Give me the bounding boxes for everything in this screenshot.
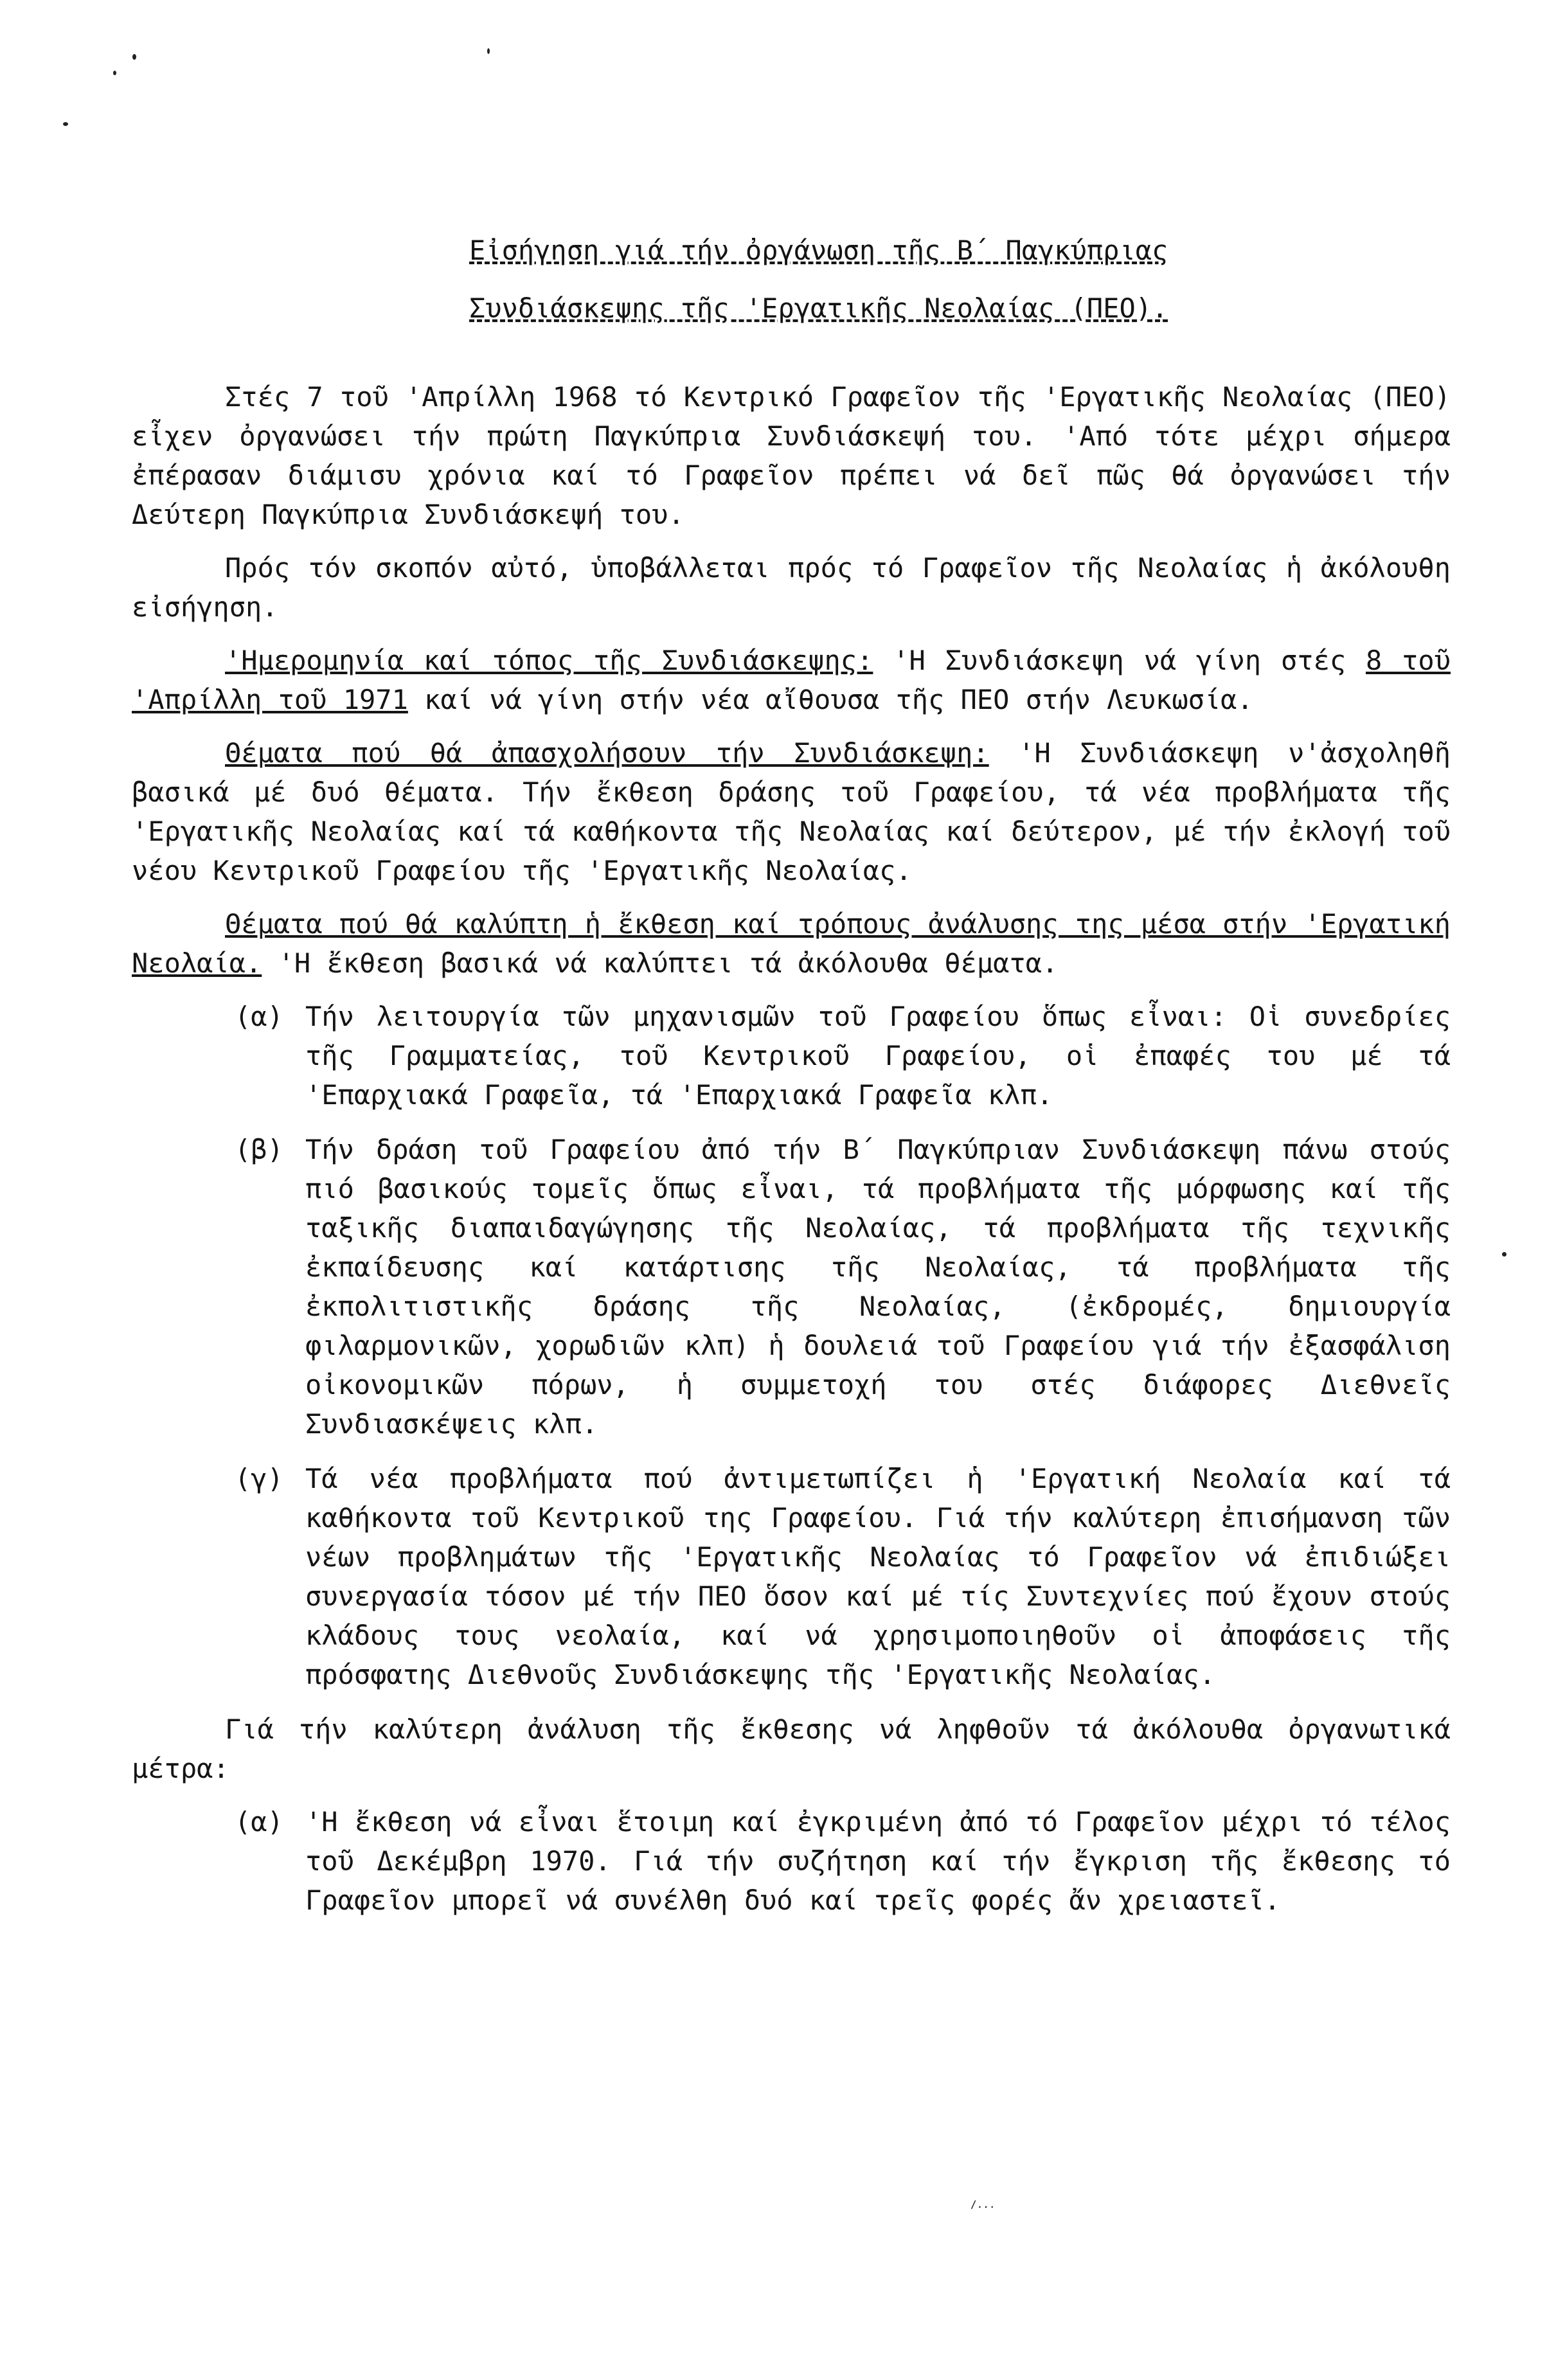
list-item-marker: (α) [235,1001,283,1032]
list-item [132,1459,1451,1694]
topics-paragraph [132,733,1451,890]
organizational-measures-list [132,1802,1451,1920]
title-line-1: Εἰσήγηση γιά τήν ὀργάνωση τῆς Β΄ Παγκύπριας [469,235,1168,266]
list-item-text: Τήν δράση τοῦ Γραφείου ἀπό τήν Β΄ Παγκύπριαν Συνδιάσκεψη πάνω στούς πιό βασικούς τομεῖς ὅπως εἶναι, τά προβλήματα τῆς μόρφωσης καί τῆς ταξικῆς διαπαιδαγώγησης τῆς Νεολαίας, τά προβλήματα τῆς τεχνικῆς ἐκπαίδευσης καί κατάρτισης τῆς Νεολαίας, τά προβλήματα τῆς ἐκπολιτιστικῆς δράσης τῆς Νεολαίας, (ἐκδρομές, δημιουργία φιλαρμονικῶν, χορωδιῶν κλπ) ἡ δουλειά τοῦ Γραφείου γιά τήν ἐξασφάλιση οἰκονομικῶν πόρων, ἡ συμμετοχή του στές διάφορες Διεθνεῖς Συνδιασκέψεις κλπ. [305,1134,1451,1440]
list-item-marker: (γ) [235,1463,283,1494]
intro-paragraph: Στές 7 τοῦ 'Απρίλλη 1968 τό Κεντρικό Γραφεῖον τῆς 'Εργατικῆς Νεολαίας (ΠΕΟ) εἶχεν ὀργανώσει τήν πρώτη Παγκύπρια Συνδιάσκεψή του. 'Από τότε μέχρι σήμερα ἐπέρασαν διάμισυ χρόνια καί τό Γραφεῖον πρέπει νά δεῖ πῶς θά ὀργανώσει τήν Δεύτερη Παγκύπρια Συνδιάσκεψή του. [132,381,1451,530]
date-place-paragraph [132,641,1451,719]
scan-speck [487,48,490,54]
conference-date: 8 τοῦ 'Απρίλλη τοῦ 1971 [132,645,1451,715]
date-place-text-a: 'Η Συνδιάσκεψη νά γίνη στές [873,645,1366,676]
list-item-marker: (α) [235,1806,283,1838]
scan-speck [63,122,68,126]
report-coverage-paragraph [132,904,1451,983]
title-line-2: Συνδιάσκεψης τῆς 'Εργατικῆς Νεολαίας (ΠΕΟ). [469,292,1168,324]
page-continuation-mark: /... [970,2198,996,2210]
list-item-text: Τά νέα προβλήματα πού ἀντιμετωπίζει ἡ 'Εργατική Νεολαία καί τά καθήκοντα τοῦ Κεντρικοῦ της Γραφείου. Γιά τήν καλύτερη ἐπισήμανση τῶν νέων προβλημάτων τῆς 'Εργατικῆς Νεολαίας τό Γραφεῖον νά ἐπιδιώξει συνεργασία τόσον μέ τήν ΠΕΟ ὅσον καί μέ τίς Συντεχνίες πού ἔχουν στούς κλάδους τους νεολαία, καί νά χρησιμοποιηθοῦν οἱ ἀποφάσεις τῆς πρόσφατης Διεθνοῦς Συνδιάσκεψης τῆς 'Εργατικῆς Νεολαίας. [305,1463,1451,1690]
scan-speck [1502,1252,1507,1257]
list-item-marker: (β) [235,1134,283,1165]
date-place-text-b: καί νά γίνη στήν νέα αἴθουσα τῆς ΠΕΟ στήν Λευκωσία. [407,684,1253,715]
purpose-paragraph: Πρός τόν σκοπόν αὐτό, ὑποβάλλεται πρός τό Γραφεῖον τῆς Νεολαίας ἡ ἀκόλουθη εἰσήγηση. [132,552,1451,623]
scan-speck [132,54,136,60]
list-item [132,1130,1451,1444]
topics-text: 'Η Συνδιάσκεψη ν'ἀσχοληθῆ βασικά μέ δυό θέματα. Τήν ἔκθεση δράσης τοῦ Γραφείου, τά νέα προβλήματα τῆς 'Εργατικῆς Νεολαίας καί τά καθήκοντα τῆς Νεολαίας καί δεύτερον, μέ τήν ἐκλογή τοῦ νέου Κεντρικοῦ Γραφείου τῆς 'Εργατικῆς Νεολαίας. [132,737,1451,886]
report-coverage-heading: Θέματα πού θά καλύπτη ἡ ἔκθεση καί τρόπους ἀνάλυσης της μέσα στήν 'Εργατική Νεολαία. [132,908,1451,979]
scan-speck [113,71,116,75]
document-title [469,222,1451,337]
list-item [132,1802,1451,1920]
list-item-text: Τήν λειτουργία τῶν μηχανισμῶν τοῦ Γραφείου ὅπως εἶναι: Οἱ συνεδρίες τῆς Γραμματείας, τοῦ Κεντρικοῦ Γραφείου, οἱ ἐπαφές του μέ τά 'Επαρχιακά Γραφεῖα, τά 'Επαρχιακά Γραφεῖα κλπ. [305,1001,1451,1111]
list-item [132,997,1451,1114]
topics-heading: Θέματα πού θά ἀπασχολήσουν τήν Συνδιάσκεψη: [225,737,989,769]
report-topics-list [132,997,1451,1694]
list-item-text: 'Η ἔκθεση νά εἶναι ἕτοιμη καί ἐγκριμένη ἀπό τό Γραφεῖον μέχρι τό τέλος τοῦ Δεκέμβρη 1970. Γιά τήν συζήτηση καί τήν ἔγκριση τῆς ἔκθεσης τό Γραφεῖον μπορεῖ νά συνέλθη δυό καί τρεῖς φορές ἄν χρειαστεῖ. [305,1806,1451,1916]
organizational-measures-paragraph: Γιά τήν καλύτερη ἀνάλυση τῆς ἔκθεσης νά ληφθοῦν τά ἀκόλουθα ὀργανωτικά μέτρα: [132,1713,1451,1784]
report-coverage-text: 'Η ἔκθεση βασικά νά καλύπτει τά ἀκόλουθα θέματα. [262,947,1059,979]
date-place-heading: 'Ημερομηνία καί τόπος τῆς Συνδιάσκεψης: [225,645,873,676]
